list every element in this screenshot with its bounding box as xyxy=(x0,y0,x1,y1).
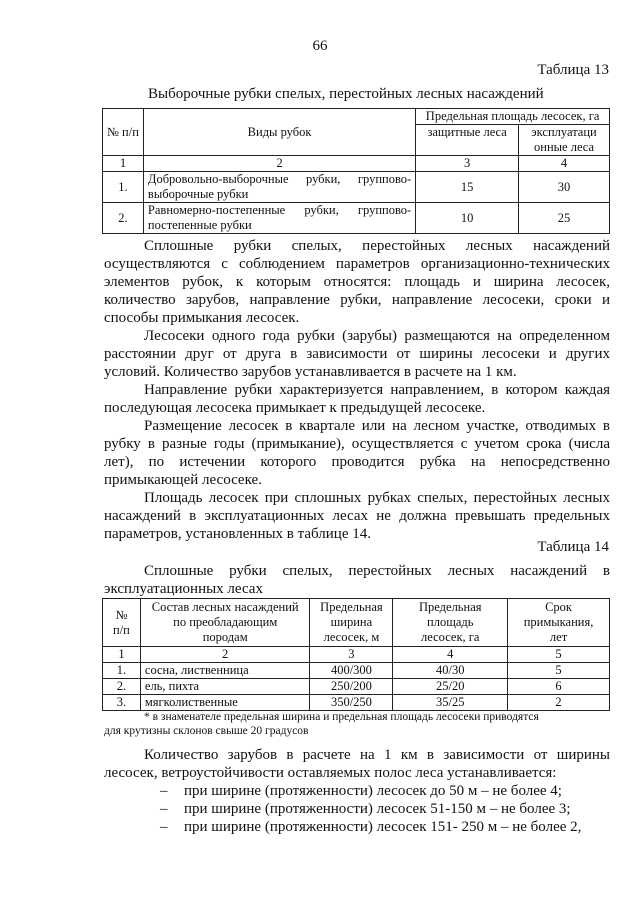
row-type-line1: Равномерно-постепенные рубки, группово- xyxy=(147,203,412,217)
row-protective: 10 xyxy=(416,203,519,234)
paragraph: Сплошные рубки спелых, перестойных лесных насаждений осуществляются с соблюдением параметров организационно-технических элементов рубок, к которым относятся: площадь и ширина лесосек, количество зарубов, направление рубки, направление лесосеки, сроки и способы примыкания лесосек. xyxy=(104,238,610,326)
header-term-line2: примыкания, xyxy=(523,615,594,629)
dash-bullet: – xyxy=(160,783,168,799)
table-14 xyxy=(102,598,610,711)
header-num xyxy=(103,599,141,647)
list-item-text: при ширине (протяженности) лесосек 151- 250 м – не более 2, xyxy=(184,819,582,835)
dash-bullet: – xyxy=(160,819,168,835)
table-13-label: Таблица 13 xyxy=(537,62,609,78)
footnote-line2: для крутизны склонов свыше 20 градусов xyxy=(104,725,309,737)
header-num-line2: п/п xyxy=(113,622,130,637)
footnote xyxy=(104,710,610,738)
body-text xyxy=(104,237,610,543)
list-item-text: при ширине (протяженности) лесосек до 50 м – не более 4; xyxy=(184,783,562,799)
row-composition: сосна, лиственница xyxy=(140,663,310,679)
header-exploit-line1: эксплуатаци xyxy=(531,125,597,139)
header-area-line2: площадь xyxy=(427,615,474,629)
list-item-text: при ширине (протяженности) лесосек 51-150 м – не более 3; xyxy=(184,801,571,817)
col-number: 1 xyxy=(103,647,141,663)
row-exploit: 30 xyxy=(519,172,610,203)
row-area: 40/30 xyxy=(393,663,508,679)
row-type xyxy=(143,172,415,203)
header-types: Виды рубок xyxy=(143,109,415,156)
table-row xyxy=(103,663,610,679)
col-number: 2 xyxy=(140,647,310,663)
closing-text xyxy=(104,746,610,782)
row-type-line1: Добровольно-выборочные рубки, группово- xyxy=(147,172,412,186)
header-area-line1: Предельная xyxy=(419,600,482,614)
footnote-line1: * в знаменателе предельная ширина и предельная площадь лесосеки приводятся xyxy=(144,711,539,723)
table-14-title-block xyxy=(104,562,610,598)
header-composition-line3: породам xyxy=(202,630,248,644)
row-width: 400/300 xyxy=(310,663,393,679)
row-protective: 15 xyxy=(416,172,519,203)
row-area: 35/25 xyxy=(393,695,508,711)
header-area xyxy=(393,599,508,647)
dash-bullet: – xyxy=(160,801,168,817)
row-num: 3. xyxy=(103,695,141,711)
header-protective: защитные леса xyxy=(416,125,519,156)
table-row xyxy=(103,695,610,711)
row-term: 5 xyxy=(508,663,610,679)
header-area-line3: лесосек, га xyxy=(421,630,480,644)
header-term xyxy=(508,599,610,647)
col-number: 3 xyxy=(416,156,519,172)
row-term: 2 xyxy=(508,695,610,711)
row-composition: мягколиственные xyxy=(140,695,310,711)
row-width: 250/200 xyxy=(310,679,393,695)
list-item xyxy=(0,782,640,800)
col-number: 1 xyxy=(103,156,144,172)
row-width: 350/250 xyxy=(310,695,393,711)
table-row xyxy=(103,679,610,695)
list-item xyxy=(0,818,640,836)
row-num: 2. xyxy=(103,203,144,234)
row-exploit: 25 xyxy=(519,203,610,234)
table-row xyxy=(103,203,610,234)
header-num-line1: № xyxy=(115,607,128,622)
header-composition-line2: по преобладающим xyxy=(173,615,278,629)
header-composition xyxy=(140,599,310,647)
header-term-line1: Срок xyxy=(545,600,573,614)
col-number: 2 xyxy=(143,156,415,172)
header-area-group: Предельная площадь лесосек, га xyxy=(416,109,610,125)
table-13-title: Выборочные рубки спелых, перестойных лесных насаждений xyxy=(148,86,544,102)
table-14-label: Таблица 14 xyxy=(537,539,609,555)
col-number: 3 xyxy=(310,647,393,663)
table-row xyxy=(103,172,610,203)
page-number: 66 xyxy=(312,38,328,54)
paragraph: Площадь лесосек при сплошных рубках спелых, перестойных лесных насаждений в эксплуатационных лесах не должна превышать предельных параметров, установленных в таблице 14. xyxy=(104,490,610,542)
row-composition: ель, пихта xyxy=(140,679,310,695)
header-num: № п/п xyxy=(103,109,144,156)
row-type-line2: выборочные рубки xyxy=(147,187,249,201)
row-area: 25/20 xyxy=(393,679,508,695)
table-13 xyxy=(102,108,610,234)
paragraph: Размещение лесосек в квартале или на лесном участке, отводимых в рубку в разные годы (примыкание), осуществляется с учетом срока (числа лет), по истечении которого проводится рубка на непосредственно примыкающей лесосеке. xyxy=(104,418,610,488)
row-num: 1. xyxy=(103,172,144,203)
row-type-line2: постепенные рубки xyxy=(147,218,252,232)
paragraph: Лесосеки одного года рубки (зарубы) размещаются на определенном расстоянии друг от друга в зависимости от ширины лесосеки и других условий. Количество зарубов устанавливается в расчете на 1 км. xyxy=(104,328,610,380)
header-composition-line1: Состав лесных насаждений xyxy=(151,600,299,614)
header-exploit xyxy=(519,125,610,156)
paragraph: Направление рубки характеризуется направлением, в котором каждая последующая лесосека примыкает к предыдущей лесосеке. xyxy=(104,382,610,416)
row-num: 1. xyxy=(103,663,141,679)
row-term: 6 xyxy=(508,679,610,695)
header-term-line3: лет xyxy=(549,630,568,644)
col-number: 5 xyxy=(508,647,610,663)
header-width-line2: ширина xyxy=(330,615,373,629)
row-type xyxy=(143,203,415,234)
col-number: 4 xyxy=(393,647,508,663)
list-item xyxy=(0,800,640,818)
header-exploit-line2: онные леса xyxy=(534,140,595,154)
header-width-line1: Предельная xyxy=(320,600,383,614)
row-num: 2. xyxy=(103,679,141,695)
header-width xyxy=(310,599,393,647)
table-14-title: Сплошные рубки спелых, перестойных лесных насаждений в эксплуатационных лесах xyxy=(104,563,610,597)
header-width-line3: лесосек, м xyxy=(323,630,380,644)
closing-paragraph: Количество зарубов в расчете на 1 км в зависимости от ширины лесосек, ветроустойчивости оставляемых полос леса устанавливается: xyxy=(104,747,610,781)
col-number: 4 xyxy=(519,156,610,172)
